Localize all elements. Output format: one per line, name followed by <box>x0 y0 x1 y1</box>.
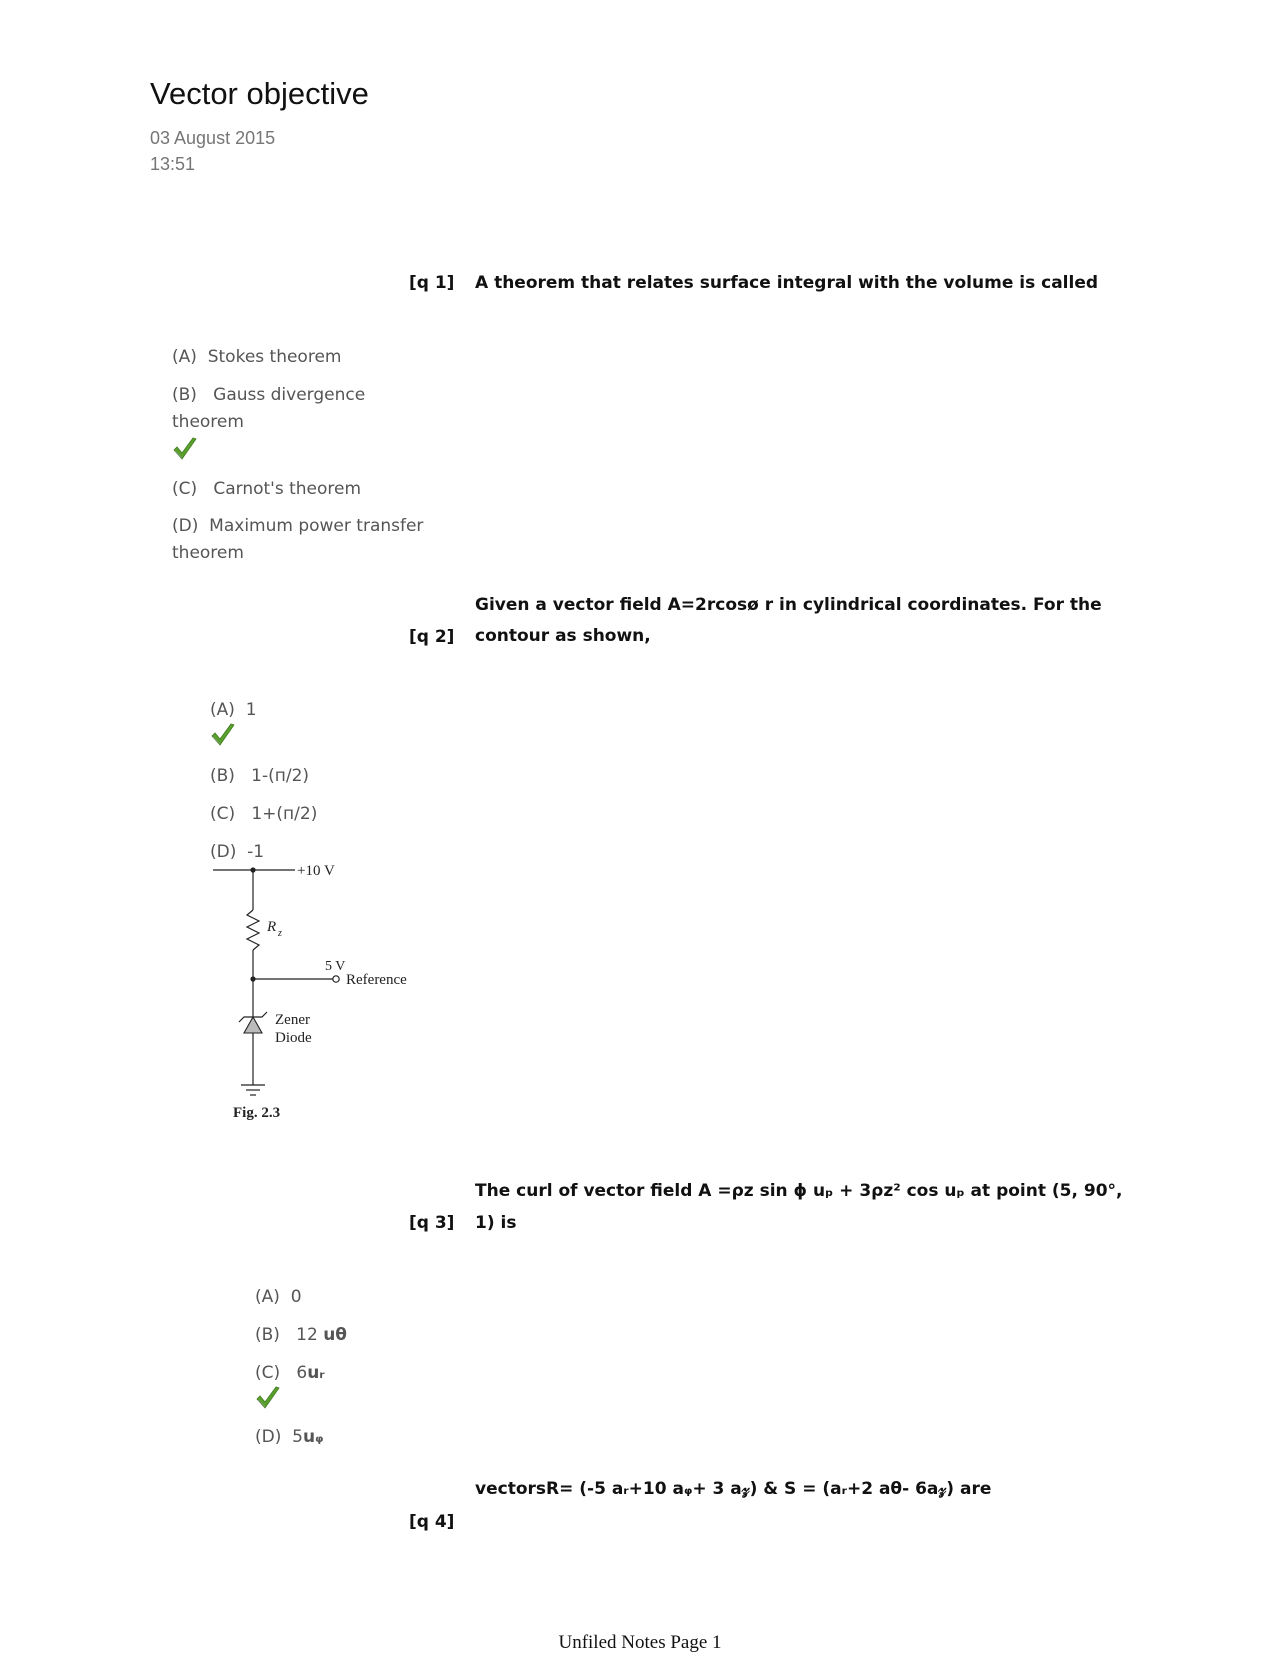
note-date: 03 August 2015 <box>150 128 276 148</box>
option-text: Maximum power transfer <box>209 516 424 536</box>
option-label: (C) <box>172 479 198 499</box>
figure-caption: Fig. 2.3 <box>233 1105 281 1121</box>
question-2-number: [q 2] <box>409 627 455 647</box>
resistor-symbol <box>247 910 259 950</box>
option-label: (D) <box>172 516 199 536</box>
resistor-subscript: z <box>278 928 282 939</box>
option-symbol: uᵩ <box>303 1427 324 1447</box>
option-label: (B) <box>255 1325 280 1345</box>
option-label: (D) <box>255 1427 282 1447</box>
page-title: Vector objective <box>150 76 369 111</box>
question-3-number: [q 3] <box>409 1213 455 1233</box>
q3-option-c <box>255 1360 325 1387</box>
q1-option-d <box>172 513 423 540</box>
ref-label: Reference <box>346 972 407 988</box>
diode-label-line2: Diode <box>275 1030 312 1046</box>
option-label: (B) <box>210 766 235 786</box>
question-1-text: A theorem that relates surface integral with the volume is called <box>475 273 1099 293</box>
check-icon <box>210 723 236 747</box>
q1-option-b <box>172 382 365 409</box>
question-4-text: vectorsR= (-5 aᵣ+10 aᵩ+ 3 a𝓏) & S = (aᵣ+2 aθ- 6a𝓏) are <box>475 1479 992 1499</box>
question-2-text-line1: Given a vector field A=2rcosø r in cylindrical coordinates. For the <box>475 595 1102 615</box>
ref-voltage-label: 5 V <box>325 959 346 974</box>
option-text: 0 <box>290 1287 302 1307</box>
q2-option-c <box>210 801 317 828</box>
page-footer: Unfiled Notes Page 1 <box>558 1632 722 1653</box>
check-icon <box>172 437 198 461</box>
option-label: (A) <box>210 700 235 720</box>
question-4-number: [q 4] <box>409 1512 455 1532</box>
option-text: 1+(п/2) <box>251 804 318 824</box>
option-text: Stokes theorem <box>207 347 342 367</box>
option-label: (D) <box>210 842 237 862</box>
resistor-label: R <box>267 919 277 935</box>
option-text: 1-(п/2) <box>251 766 310 786</box>
supply-label: +10 V <box>297 863 335 879</box>
q1-option-a <box>172 344 341 371</box>
option-text: 1 <box>245 700 257 720</box>
option-label: (C) <box>255 1363 281 1383</box>
zener-diode-symbol <box>244 1017 262 1033</box>
q1-option-d-cont: theorem <box>172 543 244 563</box>
question-3-text-line1: The curl of vector field A =ρz sin ϕ uₚ + 3ρz² cos uₚ at point (5, 90°, <box>475 1181 1123 1201</box>
q3-option-b <box>255 1322 347 1349</box>
option-text: -1 <box>247 842 265 862</box>
option-text: Carnot's theorem <box>213 479 362 499</box>
q1-option-b-cont: theorem <box>172 412 244 432</box>
note-time: 13:51 <box>150 154 196 174</box>
option-symbol: uθ <box>323 1325 347 1345</box>
option-label: (C) <box>210 804 236 824</box>
option-label: (A) <box>255 1287 280 1307</box>
q2-option-b <box>210 763 309 790</box>
zener-reference-circuit <box>205 855 425 1125</box>
option-text: 12 <box>296 1325 318 1345</box>
option-label: (A) <box>172 347 197 367</box>
check-icon <box>255 1386 281 1410</box>
q1-option-c <box>172 476 361 503</box>
option-symbol: uᵣ <box>307 1363 325 1383</box>
diode-label-line1: Zener <box>275 1012 310 1028</box>
reference-terminal <box>333 976 339 982</box>
q3-option-d <box>255 1424 323 1451</box>
question-3-text-line2: 1) is <box>475 1213 517 1233</box>
q3-option-a <box>255 1284 302 1311</box>
option-text: 5 <box>292 1427 303 1447</box>
question-1-number: [q 1] <box>409 273 455 293</box>
option-label: (B) <box>172 385 197 405</box>
option-text: Gauss divergence <box>213 385 366 405</box>
option-text: 6 <box>296 1363 308 1383</box>
question-2-text-line2: contour as shown, <box>475 626 651 646</box>
q2-option-a <box>210 697 257 724</box>
